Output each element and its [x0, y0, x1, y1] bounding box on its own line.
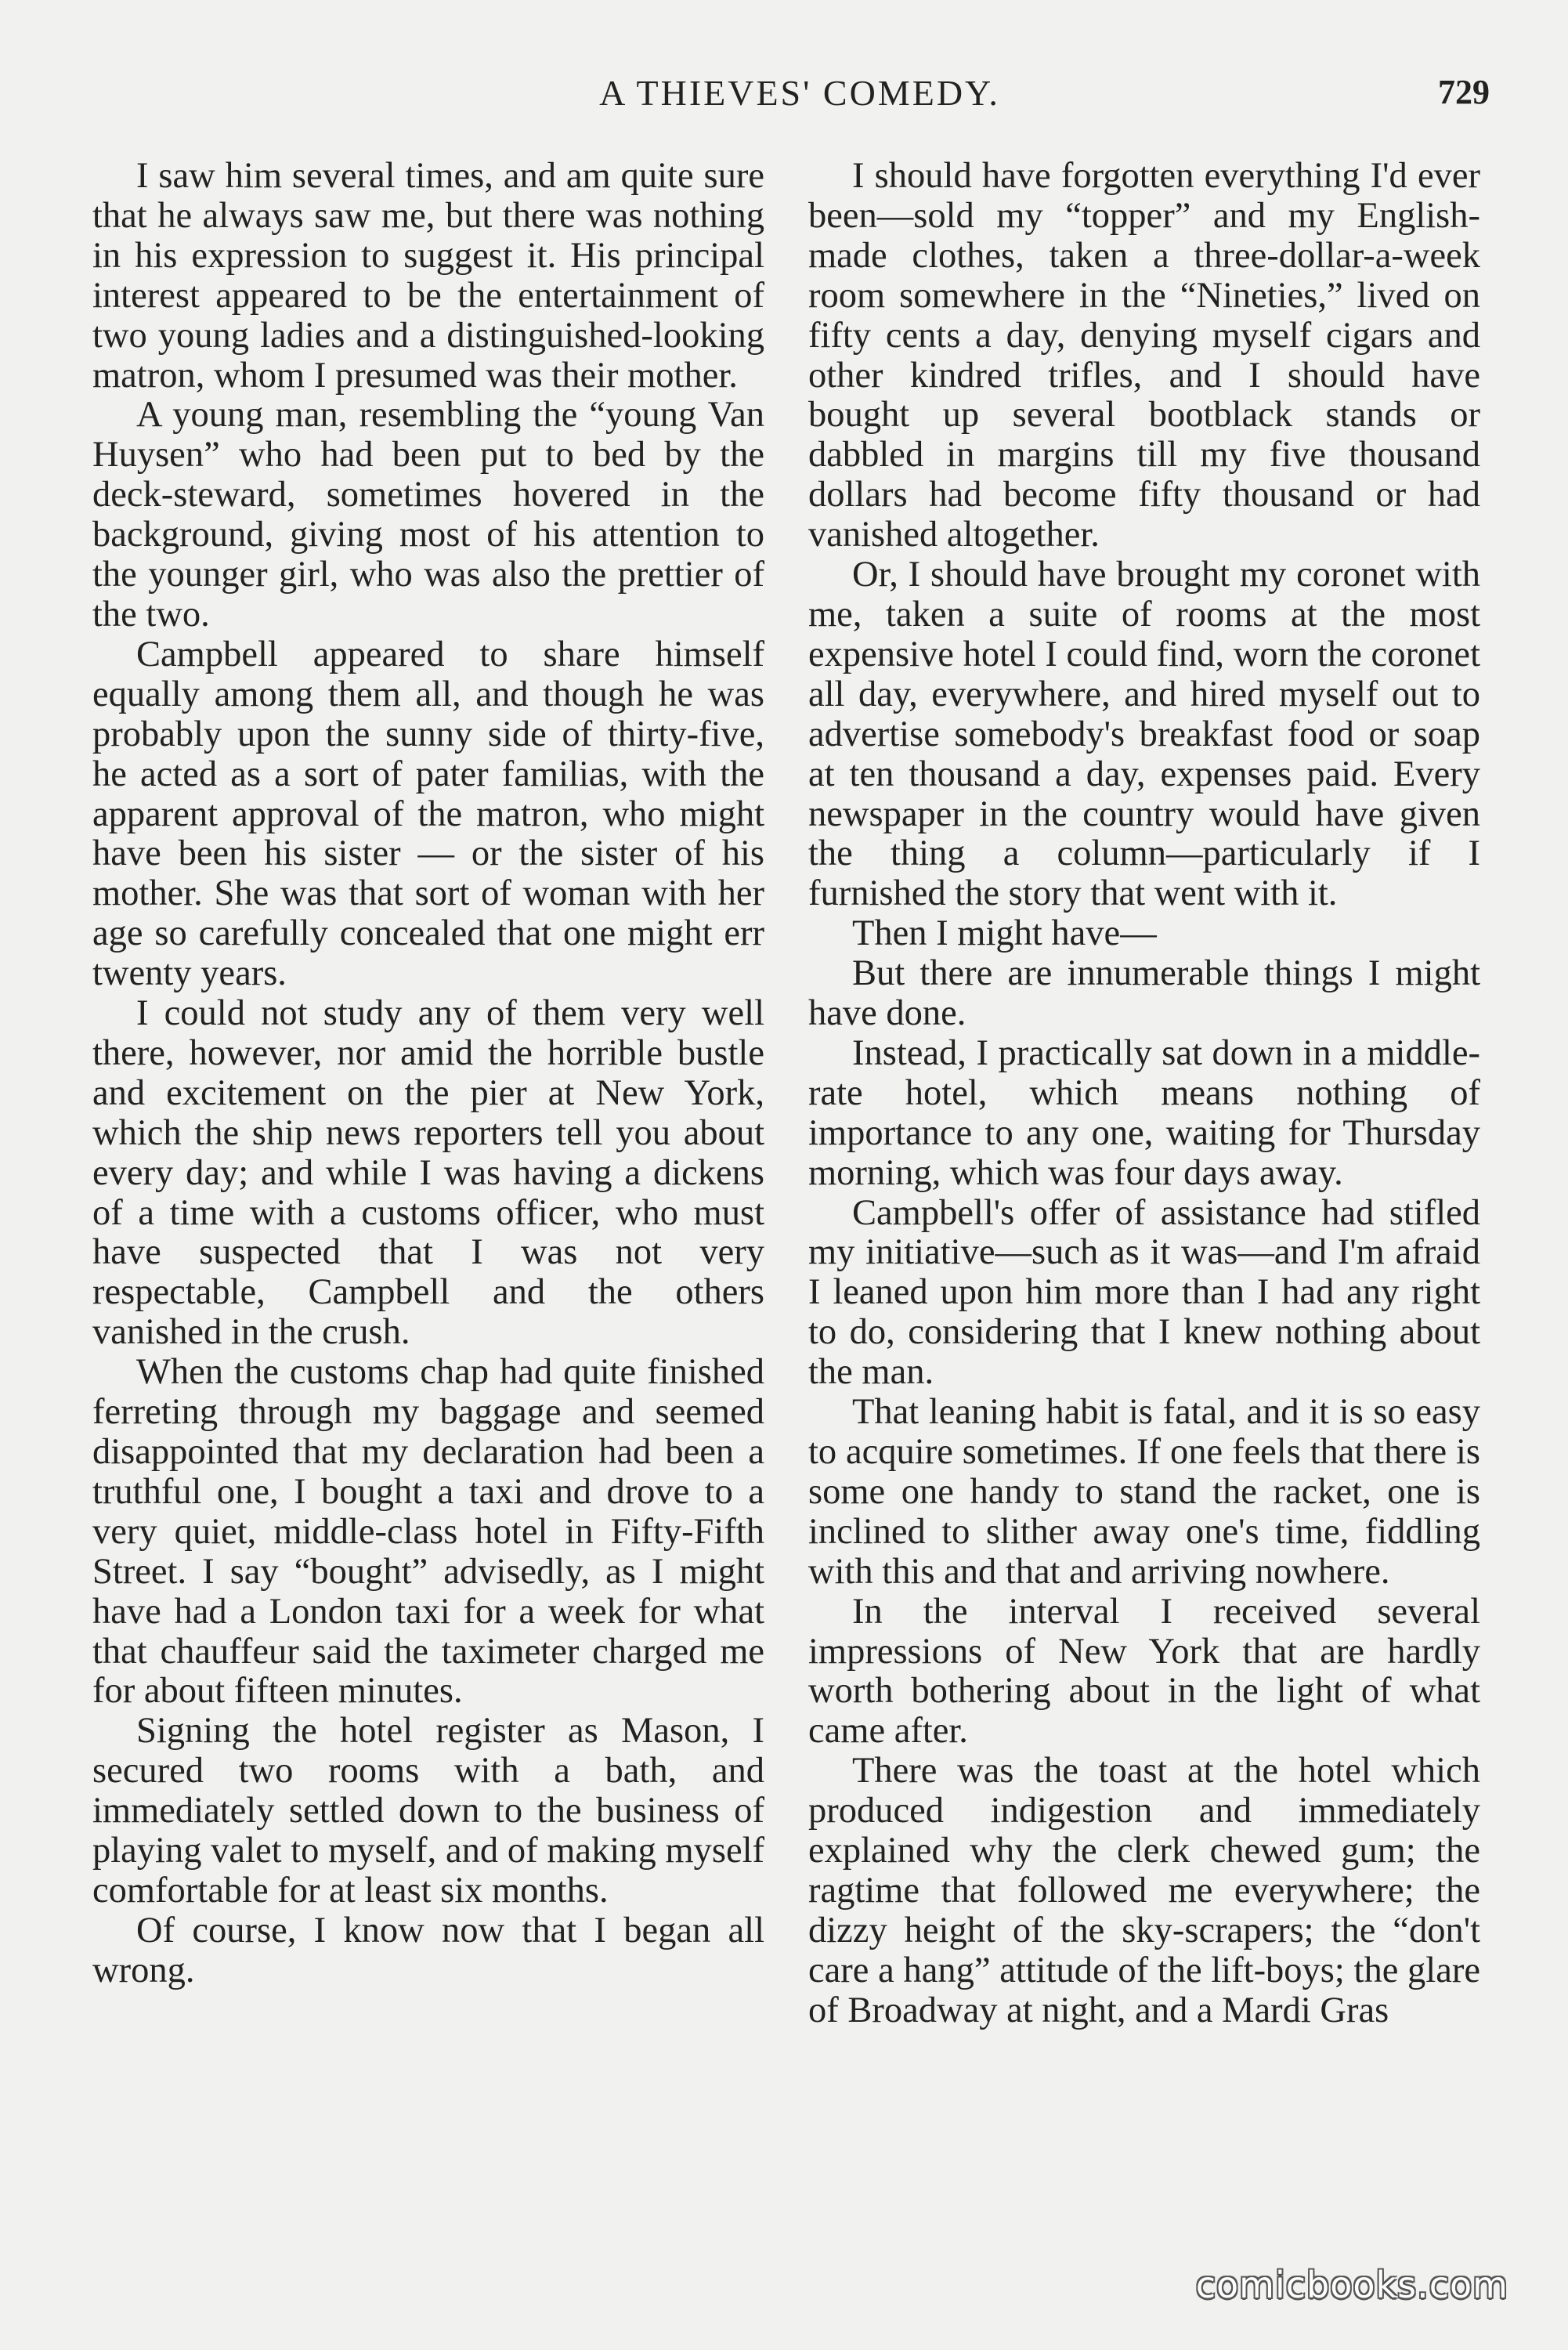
- paragraph: A young man, resembling the “young Van Huysen” who had been put to bed by the deck-steward, sometimes hovered in the background, giving most of his attention to the younger girl, who was also the prettier of the two.: [92, 395, 764, 634]
- paragraph: In the interval I received several impressions of New York that are hardly worth bothering about in the light of what came after.: [808, 1591, 1480, 1752]
- paragraph: Then I might have—: [852, 913, 1157, 954]
- paragraph: Campbell's offer of assistance had stifled my initiative—such as it was—and I'm afraid I leaned upon him more than I had any right to do, considering that I knew nothing about the man.: [808, 1192, 1480, 1393]
- paragraph: But there are innumerable things I might have done.: [808, 953, 1480, 1034]
- page-number: 729: [1438, 73, 1490, 111]
- right-text-column: [808, 157, 1480, 2031]
- paragraph: There was the toast at the hotel which produced indigestion and immediately explained why the clerk chewed gum; the ragtime that followed me everywhere; the dizzy height of the sky-scrapers; the “don't care a hang” attitude of the lift-boys; the glare of Broadway at night, and a Mardi Gras: [808, 1751, 1480, 2030]
- paragraph: Signing the hotel register as Mason, I secured two rooms with a bath, and immediately settled down to the business of playing valet to myself, and of making myself comfortable for at least six months.: [92, 1711, 764, 1911]
- paragraph: I should have forgotten everything I'd ever been—sold my “topper” and my English-made clothes, taken a three-dollar-a-week room somewhere in the “Nineties,” lived on fifty cents a day, denying myself cigars and other kindred trifles, and I should have bought up several bootblack stands or dabbled in margins till my five thousand dollars had become fifty thousand or had vanished altogether.: [808, 156, 1480, 555]
- paragraph: Campbell appeared to share himself equally among them all, and though he was probably upon the sunny side of thirty-five, he acted as a sort of pater familias, with the apparent approval of the matron, who might have been his sister — or the sister of his mother. She was that sort of woman with her age so carefully concealed that one might err twenty years.: [92, 634, 764, 994]
- paragraph: I saw him several times, and am quite sure that he always saw me, but there was nothing in his expression to suggest it. His principal interest appeared to be the entertainment of two young ladies and a distinguished-looking matron, whom I presumed was their mother.: [92, 156, 764, 396]
- paragraph: Instead, I practically sat down in a middle-rate hotel, which means nothing of importance to any one, waiting for Thursday morning, which was four days away.: [808, 1032, 1480, 1193]
- paragraph: Of course, I know now that I began all wrong.: [92, 1910, 764, 1990]
- paragraph: I could not study any of them very well there, however, nor amid the horrible bustle and excitement on the pier at New York, which the ship news reporters tell you about every day; and while I was having a dickens of a time with a customs officer, who must have suspected that I was not very respectable, Campbell and the others vanished in the crush.: [92, 993, 764, 1353]
- watermark-logo: comicbooks.com: [1195, 2264, 1508, 2306]
- left-text-column: [92, 157, 764, 1991]
- paragraph: Or, I should have brought my coronet with me, taken a suite of rooms at the most expensive hotel I could find, worn the coronet all day, everywhere, and hired myself out to advertise somebody's breakfast food or soap at ten thousand a day, expenses paid. Every newspaper in the country would have given the thing a column—particularly if I furnished the story that went with it.: [808, 555, 1480, 914]
- running-head: [110, 72, 1490, 127]
- page-title: A THIEVES' COMEDY.: [599, 73, 1000, 113]
- paragraph: When the customs chap had quite finished ferreting through my baggage and seemed disappointed that my declaration had been a truthful one, I bought a taxi and drove to a very quiet, middle-class hotel in Fifty-Fifth Street. I say “bought” advisedly, as I might have had a London taxi for a week for what that chauffeur said the taximeter charged me for about fifteen minutes.: [92, 1352, 764, 1712]
- paragraph: That leaning habit is fatal, and it is so easy to acquire sometimes. If one feels that there is some one handy to stand the racket, one is inclined to slither away one's time, fiddling with this and that and arriving nowhere.: [808, 1392, 1480, 1592]
